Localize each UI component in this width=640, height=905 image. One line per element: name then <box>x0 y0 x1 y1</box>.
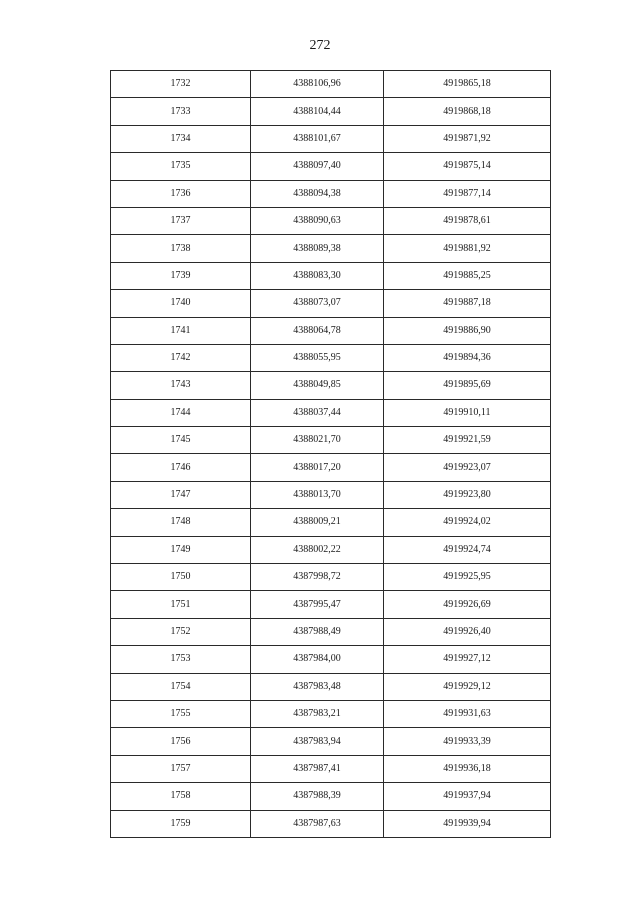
y-coordinate-cell: 4919933,39 <box>384 728 551 755</box>
y-coordinate-cell: 4919885,25 <box>384 262 551 289</box>
point-number-cell: 1757 <box>111 755 251 782</box>
y-coordinate-cell: 4919937,94 <box>384 783 551 810</box>
point-number-cell: 1732 <box>111 71 251 98</box>
y-coordinate-cell: 4919868,18 <box>384 98 551 125</box>
table-row <box>111 153 551 180</box>
x-coordinate-cell: 4388097,40 <box>251 153 384 180</box>
x-coordinate-cell: 4388009,21 <box>251 509 384 536</box>
x-coordinate-cell: 4388049,85 <box>251 372 384 399</box>
table-row <box>111 755 551 782</box>
table-row <box>111 509 551 536</box>
y-coordinate-cell: 4919887,18 <box>384 290 551 317</box>
x-coordinate-cell: 4387983,94 <box>251 728 384 755</box>
x-coordinate-cell: 4387987,41 <box>251 755 384 782</box>
point-number-cell: 1752 <box>111 618 251 645</box>
x-coordinate-cell: 4387998,72 <box>251 564 384 591</box>
y-coordinate-cell: 4919871,92 <box>384 125 551 152</box>
point-number-cell: 1741 <box>111 317 251 344</box>
table-row <box>111 673 551 700</box>
table-row <box>111 564 551 591</box>
y-coordinate-cell: 4919865,18 <box>384 71 551 98</box>
point-number-cell: 1734 <box>111 125 251 152</box>
point-number-cell: 1750 <box>111 564 251 591</box>
y-coordinate-cell: 4919894,36 <box>384 344 551 371</box>
y-coordinate-cell: 4919924,02 <box>384 509 551 536</box>
x-coordinate-cell: 4387987,63 <box>251 810 384 837</box>
y-coordinate-cell: 4919878,61 <box>384 207 551 234</box>
table-row <box>111 536 551 563</box>
table-row <box>111 399 551 426</box>
y-coordinate-cell: 4919939,94 <box>384 810 551 837</box>
point-number-cell: 1758 <box>111 783 251 810</box>
point-number-cell: 1749 <box>111 536 251 563</box>
point-number-cell: 1742 <box>111 344 251 371</box>
x-coordinate-cell: 4387983,48 <box>251 673 384 700</box>
table-row <box>111 618 551 645</box>
point-number-cell: 1748 <box>111 509 251 536</box>
x-coordinate-cell: 4387988,49 <box>251 618 384 645</box>
table-row <box>111 454 551 481</box>
coordinates-table <box>110 70 551 838</box>
y-coordinate-cell: 4919927,12 <box>384 646 551 673</box>
point-number-cell: 1735 <box>111 153 251 180</box>
point-number-cell: 1738 <box>111 235 251 262</box>
y-coordinate-cell: 4919910,11 <box>384 399 551 426</box>
x-coordinate-cell: 4388106,96 <box>251 71 384 98</box>
y-coordinate-cell: 4919926,69 <box>384 591 551 618</box>
table-row <box>111 728 551 755</box>
y-coordinate-cell: 4919936,18 <box>384 755 551 782</box>
x-coordinate-cell: 4388094,38 <box>251 180 384 207</box>
table-row <box>111 810 551 837</box>
table-row <box>111 317 551 344</box>
y-coordinate-cell: 4919923,80 <box>384 481 551 508</box>
y-coordinate-cell: 4919886,90 <box>384 317 551 344</box>
x-coordinate-cell: 4388037,44 <box>251 399 384 426</box>
x-coordinate-cell: 4387988,39 <box>251 783 384 810</box>
y-coordinate-cell: 4919929,12 <box>384 673 551 700</box>
y-coordinate-cell: 4919931,63 <box>384 700 551 727</box>
table-row <box>111 98 551 125</box>
point-number-cell: 1745 <box>111 427 251 454</box>
point-number-cell: 1744 <box>111 399 251 426</box>
table-row <box>111 290 551 317</box>
x-coordinate-cell: 4388055,95 <box>251 344 384 371</box>
point-number-cell: 1751 <box>111 591 251 618</box>
page-number: 272 <box>309 38 331 53</box>
x-coordinate-cell: 4387984,00 <box>251 646 384 673</box>
x-coordinate-cell: 4388104,44 <box>251 98 384 125</box>
table-row <box>111 71 551 98</box>
table-row <box>111 427 551 454</box>
x-coordinate-cell: 4388017,20 <box>251 454 384 481</box>
y-coordinate-cell: 4919875,14 <box>384 153 551 180</box>
table-row <box>111 344 551 371</box>
point-number-cell: 1754 <box>111 673 251 700</box>
y-coordinate-cell: 4919877,14 <box>384 180 551 207</box>
table-row <box>111 372 551 399</box>
point-number-cell: 1755 <box>111 700 251 727</box>
table-row <box>111 207 551 234</box>
table-row <box>111 646 551 673</box>
y-coordinate-cell: 4919895,69 <box>384 372 551 399</box>
x-coordinate-cell: 4388101,67 <box>251 125 384 152</box>
x-coordinate-cell: 4387995,47 <box>251 591 384 618</box>
x-coordinate-cell: 4388073,07 <box>251 290 384 317</box>
point-number-cell: 1740 <box>111 290 251 317</box>
x-coordinate-cell: 4388021,70 <box>251 427 384 454</box>
table-row <box>111 262 551 289</box>
table-row <box>111 125 551 152</box>
point-number-cell: 1736 <box>111 180 251 207</box>
x-coordinate-cell: 4388090,63 <box>251 207 384 234</box>
x-coordinate-cell: 4388013,70 <box>251 481 384 508</box>
y-coordinate-cell: 4919925,95 <box>384 564 551 591</box>
point-number-cell: 1753 <box>111 646 251 673</box>
point-number-cell: 1759 <box>111 810 251 837</box>
table-row <box>111 180 551 207</box>
point-number-cell: 1733 <box>111 98 251 125</box>
point-number-cell: 1746 <box>111 454 251 481</box>
y-coordinate-cell: 4919924,74 <box>384 536 551 563</box>
y-coordinate-cell: 4919921,59 <box>384 427 551 454</box>
point-number-cell: 1756 <box>111 728 251 755</box>
table-body <box>111 71 551 838</box>
x-coordinate-cell: 4388083,30 <box>251 262 384 289</box>
x-coordinate-cell: 4388089,38 <box>251 235 384 262</box>
y-coordinate-cell: 4919923,07 <box>384 454 551 481</box>
table-row <box>111 591 551 618</box>
y-coordinate-cell: 4919926,40 <box>384 618 551 645</box>
point-number-cell: 1743 <box>111 372 251 399</box>
table-row <box>111 481 551 508</box>
x-coordinate-cell: 4388002,22 <box>251 536 384 563</box>
point-number-cell: 1737 <box>111 207 251 234</box>
point-number-cell: 1747 <box>111 481 251 508</box>
y-coordinate-cell: 4919881,92 <box>384 235 551 262</box>
table-row <box>111 783 551 810</box>
point-number-cell: 1739 <box>111 262 251 289</box>
table-row <box>111 700 551 727</box>
table-row <box>111 235 551 262</box>
x-coordinate-cell: 4388064,78 <box>251 317 384 344</box>
x-coordinate-cell: 4387983,21 <box>251 700 384 727</box>
